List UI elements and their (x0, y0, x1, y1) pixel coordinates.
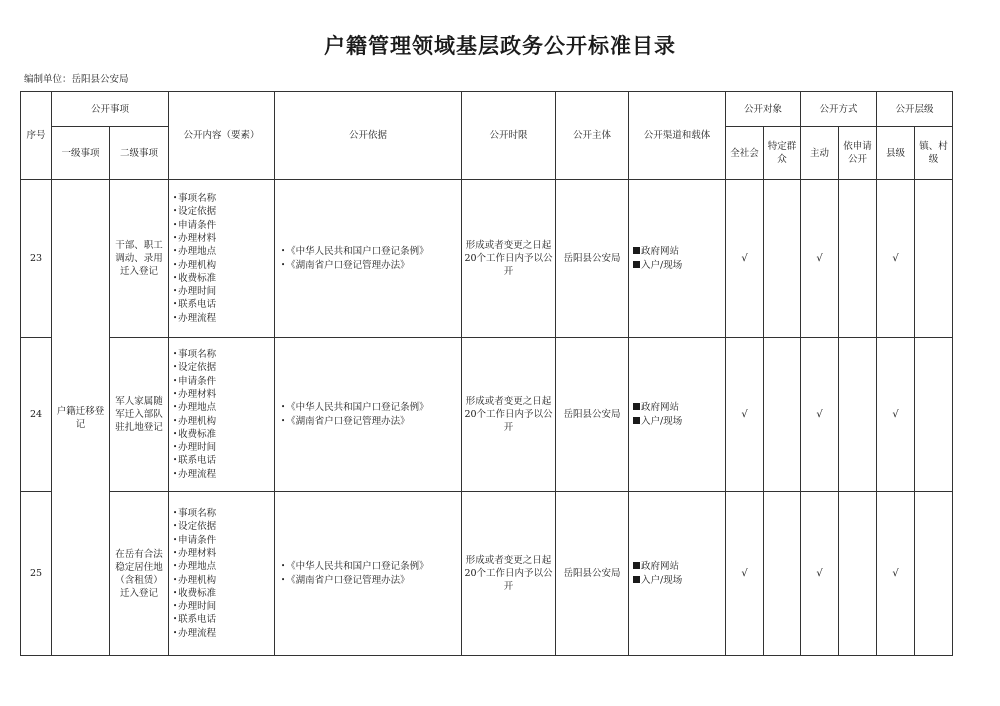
content-element: •办理机构 (173, 259, 217, 271)
method-active-check: √ (801, 492, 839, 656)
basis-list (277, 560, 459, 587)
header-subject: 公开主体 (556, 92, 629, 180)
content-element: •办理机构 (173, 574, 217, 586)
basis-list (277, 245, 459, 272)
content-element: •办理流程 (173, 312, 217, 324)
compiler-unit: 编制单位：岳阳县公安局 (24, 74, 129, 85)
content-elements-list (171, 507, 272, 640)
header-audience-specific: 特定群众 (764, 127, 801, 180)
content-element: •收费标准 (173, 428, 217, 440)
channel-item: 政府网站 (633, 401, 723, 414)
content-element: •联系电话 (173, 455, 217, 467)
header-basis: 公开依据 (275, 92, 462, 180)
method-active-check: √ (801, 180, 839, 338)
content-element: •事项名称 (173, 508, 217, 520)
table-row (21, 492, 953, 656)
content-element: •申请条件 (173, 534, 217, 546)
row-seq: 24 (21, 338, 52, 492)
header-level-town: 镇、村级 (915, 127, 953, 180)
row-seq: 25 (21, 492, 52, 656)
channel-list (631, 560, 723, 587)
content-element: •办理机构 (173, 415, 217, 427)
basis-item: •《湖南省户口登记管理办法》 (281, 415, 410, 427)
content-element: •设定依据 (173, 206, 217, 218)
square-bullet-icon (633, 247, 640, 254)
audience-all-check: √ (726, 338, 764, 492)
level-town-check (915, 492, 953, 656)
square-bullet-icon (633, 403, 640, 410)
content-element: •办理时间 (173, 286, 217, 298)
level2-item: 军人家属随军迁入部队驻扎地登记 (110, 338, 169, 492)
header-audience: 公开对象 (726, 92, 801, 127)
audience-specific-check (764, 492, 801, 656)
header-time-limit: 公开时限 (462, 92, 556, 180)
basis-item: •《中华人民共和国户口登记条例》 (281, 402, 429, 414)
content-element: •联系电话 (173, 299, 217, 311)
method-request-check (839, 180, 877, 338)
square-bullet-icon (633, 261, 640, 268)
table-row (21, 180, 953, 338)
content-element: •收费标准 (173, 272, 217, 284)
time-limit: 形成或者变更之日起20个工作日内予以公开 (462, 180, 556, 338)
table-row (21, 338, 953, 492)
level-county-check: √ (877, 180, 915, 338)
subject: 岳阳县公安局 (556, 180, 629, 338)
header-audience-all: 全社会 (726, 127, 764, 180)
basis-list (277, 401, 459, 428)
subject: 岳阳县公安局 (556, 338, 629, 492)
content-element: •办理时间 (173, 442, 217, 454)
square-bullet-icon (633, 417, 640, 424)
level2-item: 在岳有合法稳定居住地（含租赁）迁入登记 (110, 492, 169, 656)
channel-item: 入户/现场 (633, 415, 723, 428)
catalog-table (20, 91, 953, 656)
content-element: •办理材料 (173, 547, 217, 559)
header-level2: 二级事项 (110, 127, 169, 180)
channel-list (631, 401, 723, 428)
content-element: •办理流程 (173, 468, 217, 480)
content-elements-list (171, 348, 272, 481)
header-level-county: 县级 (877, 127, 915, 180)
content-element: •办理流程 (173, 627, 217, 639)
level-county-check: √ (877, 338, 915, 492)
content-element: •收费标准 (173, 587, 217, 599)
channel-item: 政府网站 (633, 245, 723, 258)
header-content: 公开内容（要素） (169, 92, 275, 180)
content-element: •办理时间 (173, 601, 217, 613)
square-bullet-icon (633, 562, 640, 569)
channel-item: 入户/现场 (633, 574, 723, 587)
header-method-active: 主动 (801, 127, 839, 180)
content-element: •办理地点 (173, 561, 217, 573)
header-method-request: 依申请公开 (839, 127, 877, 180)
method-request-check (839, 338, 877, 492)
content-element: •设定依据 (173, 362, 217, 374)
square-bullet-icon (633, 576, 640, 583)
header-method: 公开方式 (801, 92, 877, 127)
subject: 岳阳县公安局 (556, 492, 629, 656)
audience-specific-check (764, 180, 801, 338)
audience-all-check: √ (726, 492, 764, 656)
audience-specific-check (764, 338, 801, 492)
method-active-check: √ (801, 338, 839, 492)
basis-item: •《中华人民共和国户口登记条例》 (281, 561, 429, 573)
header-channel: 公开渠道和载体 (629, 92, 726, 180)
basis-item: •《中华人民共和国户口登记条例》 (281, 246, 429, 258)
method-request-check (839, 492, 877, 656)
level-town-check (915, 338, 953, 492)
level2-item: 干部、职工调动、录用迁入登记 (110, 180, 169, 338)
page-title: 户籍管理领域基层政务公开标准目录 (324, 34, 676, 58)
content-element: •联系电话 (173, 614, 217, 626)
header-matters: 公开事项 (52, 92, 169, 127)
content-element: •事项名称 (173, 193, 217, 205)
content-element: •申请条件 (173, 219, 217, 231)
level-county-check: √ (877, 492, 915, 656)
header-level1: 一级事项 (52, 127, 110, 180)
content-element: •办理材料 (173, 232, 217, 244)
content-element: •办理地点 (173, 246, 217, 258)
audience-all-check: √ (726, 180, 764, 338)
channel-list (631, 245, 723, 272)
basis-item: •《湖南省户口登记管理办法》 (281, 259, 410, 271)
content-element: •办理地点 (173, 402, 217, 414)
time-limit: 形成或者变更之日起20个工作日内予以公开 (462, 338, 556, 492)
header-seq: 序号 (21, 92, 52, 180)
time-limit: 形成或者变更之日起20个工作日内予以公开 (462, 492, 556, 656)
channel-item: 政府网站 (633, 560, 723, 573)
level-town-check (915, 180, 953, 338)
basis-item: •《湖南省户口登记管理办法》 (281, 574, 410, 586)
content-element: •申请条件 (173, 375, 217, 387)
content-element: •办理材料 (173, 388, 217, 400)
level1-item: 户籍迁移登记 (52, 180, 110, 656)
content-element: •事项名称 (173, 349, 217, 361)
content-elements-list (171, 192, 272, 325)
row-seq: 23 (21, 180, 52, 338)
header-level: 公开层级 (877, 92, 953, 127)
channel-item: 入户/现场 (633, 259, 723, 272)
content-element: •设定依据 (173, 521, 217, 533)
